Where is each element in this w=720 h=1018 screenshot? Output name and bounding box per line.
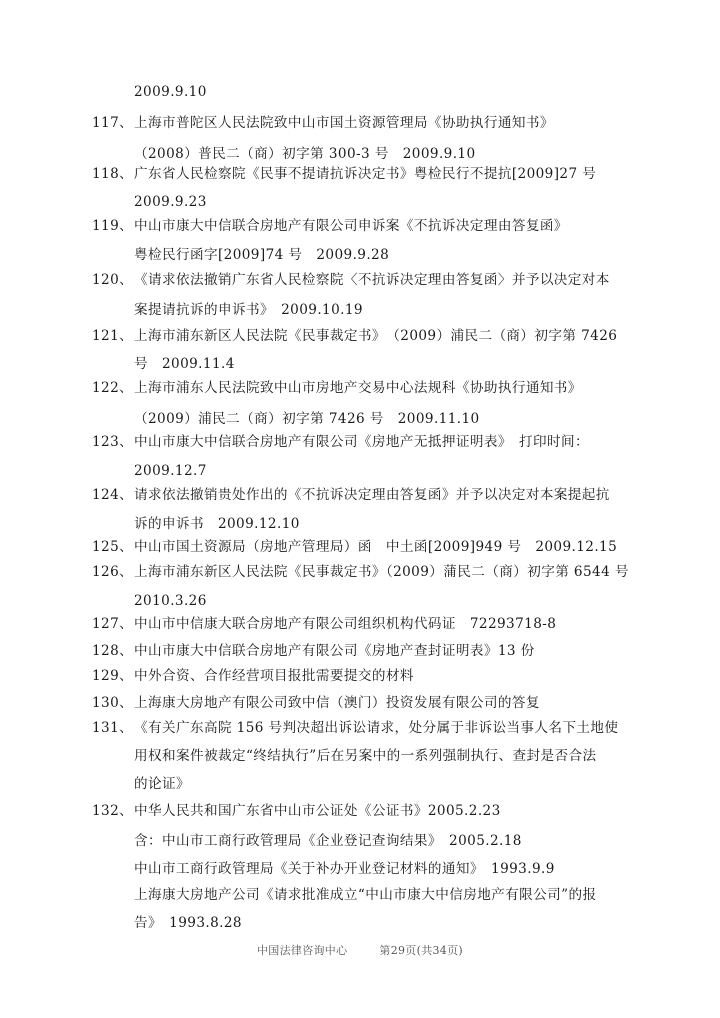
entry-text: 中山市工商行政管理局《关于补办开业登记材料的通知》 1993.9.9 (134, 861, 555, 877)
entry-line (92, 485, 610, 505)
entry-line (134, 82, 207, 102)
entry-text: 中山市康大中信联合房地产有限公司申诉案《不抗诉决定理由答复函》 (134, 218, 568, 234)
entry-line (134, 859, 555, 879)
entry-text: 请求依法撤销贵处作出的《不抗诉决定理由答复函》并予以决定对本案提起抗 (134, 487, 610, 503)
entry-line (134, 144, 476, 164)
entry-text: 上海市浦东人民法院致中山市房地产交易中心法规科《协助执行通知书》 (134, 380, 582, 396)
entry-text: 告》 1993.8.28 (134, 915, 242, 931)
entry-line (92, 326, 618, 346)
entry-number: 130、 (92, 695, 134, 711)
entry-line (92, 693, 540, 713)
entry-line (92, 216, 568, 236)
entry-text: 中山市中信康大联合房地产有限公司组织机构代码证 72293718-8 (134, 616, 557, 632)
entry-number: 119、 (92, 218, 134, 234)
entry-text: 中山市康大中信联合房地产有限公司《房地产查封证明表》13 份 (134, 643, 535, 659)
entry-line (134, 913, 242, 933)
entry-text: 中外合资、合作经营项目报批需要提交的材料 (134, 668, 414, 684)
entry-number: 123、 (92, 434, 134, 450)
entry-text: 2010.3.26 (134, 593, 207, 609)
entry-line (134, 192, 207, 212)
entry-line (92, 270, 610, 290)
entry-line (92, 718, 619, 738)
page-footer (0, 942, 720, 958)
entry-text: 2009.12.7 (134, 463, 207, 479)
entry-line (134, 746, 597, 766)
entry-line (134, 300, 363, 320)
entry-text: 2009.9.10 (134, 84, 207, 100)
entry-line (92, 113, 554, 133)
entry-number: 131、 (92, 720, 134, 736)
entry-number: 122、 (92, 380, 134, 396)
entry-text: 广东省人民检察院《民事不提请抗诉决定书》粤检民行不提抗[2009]27 号 (134, 166, 597, 182)
entry-line (134, 514, 300, 534)
entry-line (134, 245, 389, 265)
entry-line (92, 164, 597, 184)
entry-line (92, 641, 535, 661)
entry-number: 124、 (92, 487, 134, 503)
entry-text: 诉的申诉书 2009.12.10 (134, 516, 300, 532)
entry-text: 2009.9.23 (134, 194, 207, 210)
entry-text: 上海市普陀区人民法院致中山市国土资源管理局《协助执行通知书》 (134, 115, 554, 131)
entry-number: 126、 (92, 564, 134, 580)
entry-text: 《请求依法撤销广东省人民检察院〈不抗诉决定理由答复函〉并予以决定对本 (134, 272, 610, 288)
entry-line (92, 432, 589, 452)
entry-number: 132、 (92, 803, 134, 819)
entry-text: 的论证》 (134, 776, 190, 792)
entry-line (134, 774, 190, 794)
entry-text: 中山市康大中信联合房地产有限公司《房地产无抵押证明表》 打印时间： (134, 434, 589, 450)
entry-text: 中山市国土资源局（房地产管理局）函 中土函[2009]949 号 2009.12.15 (134, 539, 618, 555)
entry-line (134, 409, 480, 429)
entry-line (92, 801, 501, 821)
entry-line (92, 614, 557, 634)
entry-line (92, 562, 629, 582)
entry-number: 127、 (92, 616, 134, 632)
entry-number: 117、 (92, 115, 134, 131)
entry-text: （2009）浦民二（商）初字第 7426 号 2009.11.10 (134, 411, 480, 427)
entry-number: 121、 (92, 328, 134, 344)
entry-line (134, 591, 207, 611)
entry-text: 案提请抗诉的申诉书》 2009.10.19 (134, 302, 363, 318)
footer-organization: 中国法律咨询中心 (257, 944, 348, 957)
entry-number: 128、 (92, 643, 134, 659)
entry-text: 上海市浦东新区人民法院《民事裁定书》（2009）蒲民二（商）初字第 6544 号 (134, 564, 629, 580)
entry-number: 125、 (92, 539, 134, 555)
entry-line (134, 885, 597, 905)
entry-line (134, 831, 522, 851)
entry-text: 上海市浦东新区人民法院《民事裁定书》 （2009）浦民二（商）初字第 7426 (134, 328, 618, 344)
footer-page-number: 第29页(共34页) (379, 944, 463, 957)
entry-text: 上海康大房地产公司《请求批准成立“中山市康大中信房地产有限公司”的报 (134, 887, 597, 903)
entry-text: 《有关广东高院 156 号判决超出诉讼请求，处分属于非诉讼当事人名下土地使 (134, 720, 619, 736)
entry-number: 129、 (92, 668, 134, 684)
entry-line (92, 537, 618, 557)
entry-line (134, 354, 235, 374)
entry-text: 号 2009.11.4 (134, 356, 235, 372)
entry-text: 粤检民行函字[2009]74 号 2009.9.28 (134, 247, 390, 263)
entry-text: 中华人民共和国广东省中山市公证处《公证书》2005.2.23 (134, 803, 501, 819)
entry-text: （2008）普民二（商）初字第 300-3 号 2009.9.10 (134, 146, 476, 162)
entry-text: 用权和案件被裁定“终结执行”后在另案中的一系列强制执行、查封是否合法 (134, 748, 597, 764)
entry-number: 118、 (92, 166, 134, 182)
entry-line (92, 666, 414, 686)
entry-text: 含：中山市工商行政管理局《企业登记查询结果》 2005.2.18 (134, 833, 522, 849)
entry-line (92, 378, 582, 398)
entry-number: 120、 (92, 272, 134, 288)
entry-line (134, 461, 207, 481)
entry-text: 上海康大房地产有限公司致中信（澳门）投资发展有限公司的答复 (134, 695, 540, 711)
